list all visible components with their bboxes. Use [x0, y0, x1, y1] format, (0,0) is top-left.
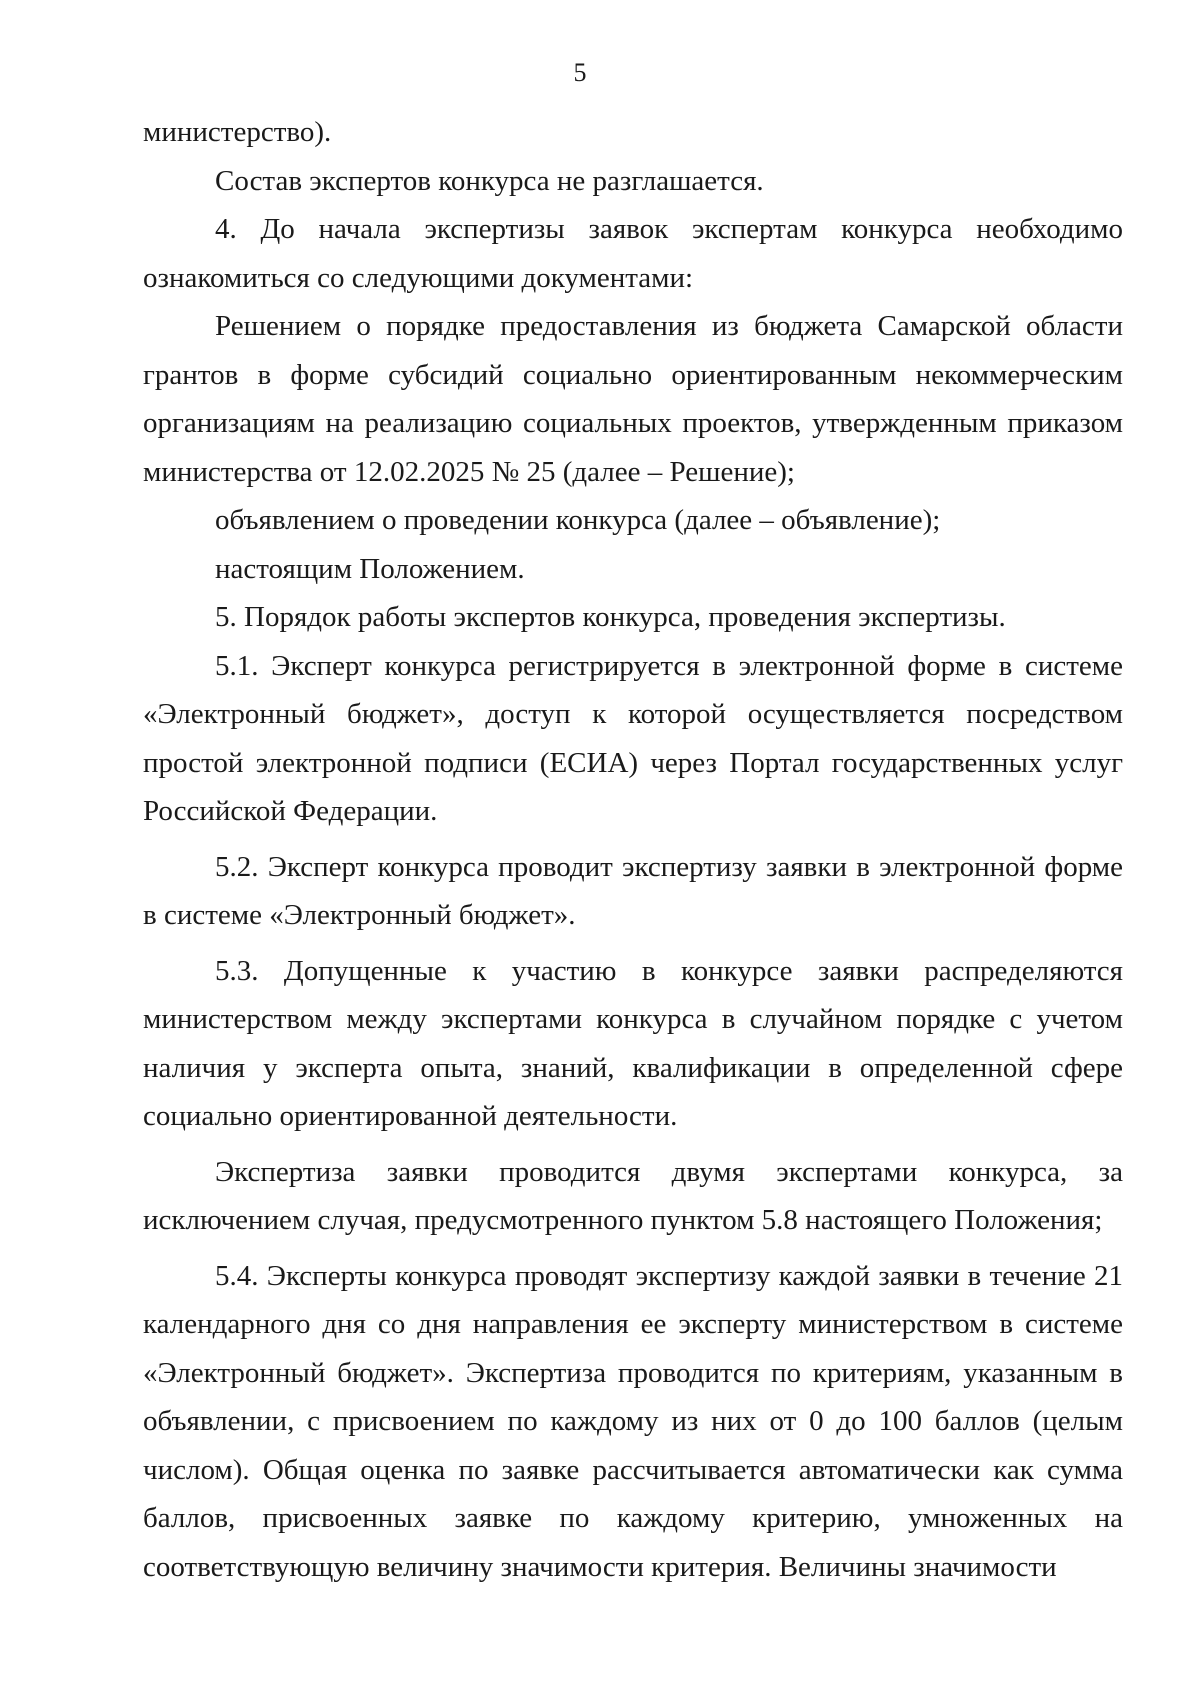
paragraph: 4. До начала экспертизы заявок экспертам конкурса необходимо ознакомиться со следующими документами:	[143, 213, 1123, 294]
paragraph: 5.2. Эксперт конкурса проводит экспертизу заявки в электронной форме в системе «Электронный бюджет».	[143, 850, 1123, 931]
paragraph: объявлением о проведении конкурса (далее – объявление);	[215, 504, 941, 536]
paragraph: министерство).	[143, 116, 332, 148]
paragraph: 5.1. Эксперт конкурса регистрируется в электронной форме в системе «Электронный бюджет», доступ к которой осуществляется посредством простой электронной подписи (ЕСИА) через Портал государственных услуг Российской Федерации.	[143, 649, 1123, 827]
paragraph: Экспертиза заявки проводится двумя экспертами конкурса, за исключением случая, предусмотренного пунктом 5.8 настоящего Положения;	[143, 1155, 1123, 1236]
paragraph: Решением о порядке предоставления из бюджета Самарской области грантов в форме субсидий социально ориентированным некоммерческим организациям на реализацию социальных проектов, утвержденным приказом министерства от 12.02.2025 № 25 (далее – Решение);	[143, 310, 1123, 488]
paragraph: Состав экспертов конкурса не разглашается.	[215, 164, 764, 197]
paragraph: 5.3. Допущенные к участию в конкурсе заявки распределяются министерством между экспертами конкурса в случайном порядке с учетом наличия у эксперта опыта, знаний, квалификации в определенной сфере социально ориентированной деятельности.	[143, 954, 1123, 1132]
paragraph: настоящим Положением.	[215, 552, 525, 585]
paragraph: 5.4. Эксперты конкурса проводят экспертизу каждой заявки в течение 21 календарного дня со дня направления ее эксперту министерством в системе «Электронный бюджет». Экспертиза проводится по критериям, указанным в объявлении, с присвоением по каждому из них от 0 до 100 баллов (целым числом). Общая оценка по заявке рассчитывается автоматически как сумма баллов, присвоенных заявке по каждому критерию, умноженных на соответствующую величину значимости критерия. Величины значимости	[143, 1259, 1123, 1583]
page-number: 5	[573, 58, 587, 87]
paragraph: 5. Порядок работы экспертов конкурса, проведения экспертизы.	[215, 601, 1006, 633]
document-body	[143, 108, 1123, 1591]
